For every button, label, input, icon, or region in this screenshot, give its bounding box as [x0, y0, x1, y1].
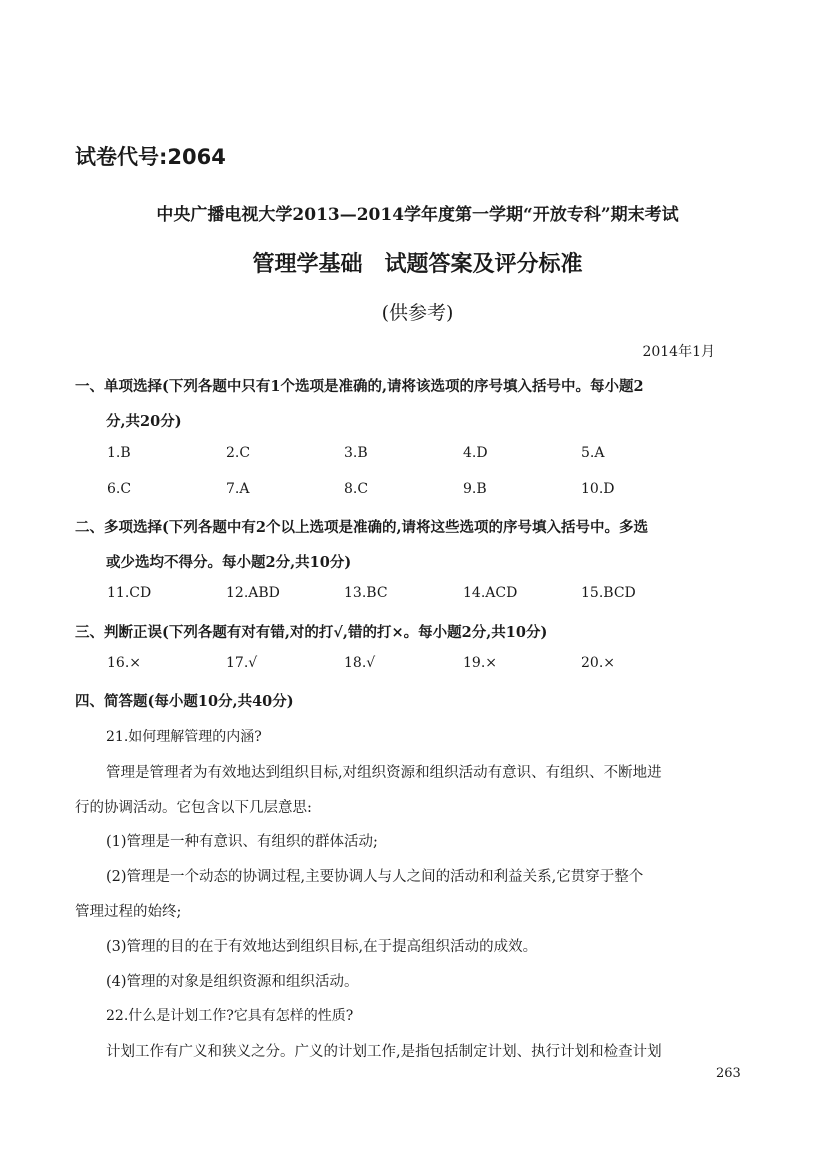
answer-12: 12.ABD — [226, 585, 280, 601]
question-21: 21.如何理解管理的内涵? — [106, 729, 262, 745]
answer-6: 6.C — [107, 481, 132, 497]
paper-code: 试卷代号:2064 — [75, 145, 226, 169]
answer-2: 2.C — [226, 445, 251, 461]
answer-16: 16.× — [107, 655, 141, 671]
section-3-heading: 三、判断正误(下列各题有对有错,对的打√,错的打×。每小题2分,共10分) — [75, 624, 548, 641]
answer-13: 13.BC — [344, 585, 388, 601]
answer-17: 17.√ — [226, 655, 258, 671]
q21-point-2-line-1: (2)管理是一个动态的协调过程,主要协调人与人之间的活动和利益关系,它贯穿于整个 — [106, 869, 644, 885]
q21-point-4: (4)管理的对象是组织资源和组织活动。 — [106, 974, 359, 990]
exam-institution-heading: 中央广播电视大学2013—2014学年度第一学期“开放专科”期末考试 — [156, 205, 679, 225]
q21-point-1: (1)管理是一种有意识、有组织的群体活动; — [106, 834, 378, 850]
answer-5: 5.A — [581, 445, 605, 461]
q21-point-2-line-2: 管理过程的始终; — [75, 904, 182, 920]
q21-paragraph-line-2: 行的协调活动。它包含以下几层意思: — [75, 800, 312, 816]
section-4-heading: 四、简答题(每小题10分,共40分) — [75, 693, 294, 710]
answer-10: 10.D — [581, 481, 615, 497]
section-2-heading: 二、多项选择(下列各题中有2个以上选项是准确的,请将这些选项的序号填入括号中。多选 — [75, 519, 648, 536]
q21-point-3: (3)管理的目的在于有效地达到组织目标,在于提高组织活动的成效。 — [106, 939, 538, 955]
section-1-heading-cont: 分,共20分) — [106, 413, 182, 430]
answer-11: 11.CD — [107, 585, 152, 601]
answer-4: 4.D — [463, 445, 488, 461]
section-1-heading: 一、单项选择(下列各题中只有1个选项是准确的,请将该选项的序号填入括号中。每小题2 — [75, 378, 644, 395]
answer-15: 15.BCD — [581, 585, 636, 601]
exam-date: 2014年1月 — [642, 344, 715, 360]
answer-14: 14.ACD — [463, 585, 518, 601]
answer-18: 18.√ — [344, 655, 376, 671]
q21-paragraph-line-1: 管理是管理者为有效地达到组织目标,对组织资源和组织活动有意识、有组织、不断地进 — [106, 765, 662, 781]
question-22: 22.什么是计划工作?它具有怎样的性质? — [106, 1008, 354, 1024]
answer-9: 9.B — [463, 481, 487, 497]
answer-3: 3.B — [344, 445, 368, 461]
answer-20: 20.× — [581, 655, 615, 671]
reference-note: (供参考) — [381, 302, 454, 324]
answer-8: 8.C — [344, 481, 369, 497]
document-title: 管理学基础 试题答案及评分标准 — [252, 251, 583, 277]
answer-7: 7.A — [226, 481, 250, 497]
q22-paragraph-line-1: 计划工作有广义和狭义之分。广义的计划工作,是指包括制定计划、执行计划和检查计划 — [106, 1044, 662, 1060]
answer-19: 19.× — [463, 655, 497, 671]
section-2-heading-cont: 或少选均不得分。每小题2分,共10分) — [106, 554, 352, 571]
answer-1: 1.B — [107, 445, 131, 461]
page-number: 263 — [716, 1066, 741, 1081]
